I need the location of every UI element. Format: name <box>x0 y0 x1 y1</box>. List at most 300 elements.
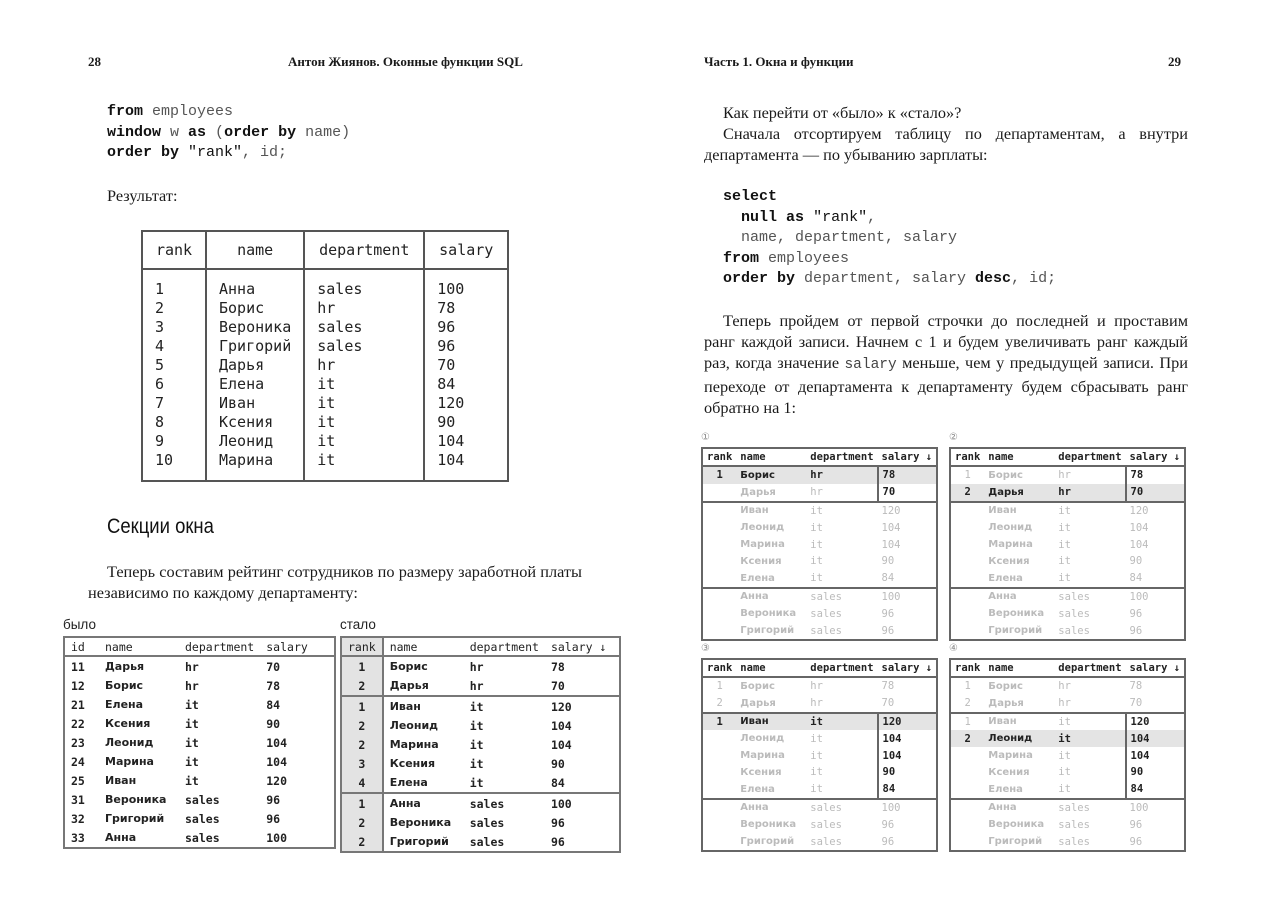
department-cell: it <box>810 766 823 779</box>
rank-cell <box>950 536 984 553</box>
table-cell: 6 <box>142 375 206 394</box>
department-cell: hr <box>806 466 877 484</box>
salary-cell: 120 <box>1126 502 1186 520</box>
department-cell: it <box>1054 502 1125 520</box>
column-header: name <box>99 637 179 656</box>
table-cell: 2 <box>341 813 383 832</box>
table-cell: 104 <box>266 754 288 769</box>
table-cell: Вероника <box>389 816 452 829</box>
rank-cell <box>702 502 736 520</box>
sql-code-block <box>723 187 1056 290</box>
name-cell: Елена <box>988 572 1023 584</box>
name-cell: Борис <box>988 469 1023 481</box>
name-cell: Анна <box>736 588 806 606</box>
running-head: Антон Жиянов. Оконные функции SQL <box>288 54 523 69</box>
step-number: ④ <box>949 643 958 654</box>
table-row <box>702 519 937 536</box>
department-cell: hr <box>810 697 823 710</box>
code-line <box>723 228 1056 249</box>
table-row <box>64 676 335 695</box>
department-cell: it <box>806 713 877 731</box>
department-cell: hr <box>1058 697 1071 710</box>
rank-step-table <box>949 658 1186 852</box>
rank-cell <box>950 781 984 799</box>
table-cell: 100 <box>266 830 288 845</box>
rank-cell <box>702 764 736 781</box>
section-paragraph: Теперь составим рейтинг сотрудников по размеру заработной платы независимо по каждому департаменту: <box>88 562 582 602</box>
salary-cell: 78 <box>1126 466 1186 484</box>
column-header: name <box>736 659 806 677</box>
table-cell: hr <box>469 678 484 693</box>
sql-token <box>804 209 813 226</box>
table-cell: it <box>185 735 199 750</box>
table-row <box>702 713 937 731</box>
name-cell: Вероника <box>740 608 797 620</box>
table-cell: 96 <box>424 318 508 337</box>
salary-cell: 84 <box>1129 572 1143 585</box>
table-row <box>142 318 508 337</box>
table-cell: 104 <box>266 735 288 750</box>
table-row <box>142 413 508 432</box>
column-header: department <box>179 637 260 656</box>
name-cell: Марина <box>740 750 785 762</box>
table-row <box>950 781 1185 799</box>
table-row <box>950 570 1185 588</box>
name-cell: Елена <box>988 783 1023 795</box>
name-cell: Иван <box>984 502 1054 520</box>
rank-cell <box>950 519 984 536</box>
table-cell: 7 <box>142 394 206 413</box>
name-cell: Григорий <box>988 836 1043 848</box>
rank-cell <box>950 553 984 570</box>
table-row <box>702 781 937 799</box>
department-cell: it <box>1058 766 1071 779</box>
table-row <box>341 676 620 696</box>
table-cell: Марина <box>389 738 439 751</box>
rank-cell <box>702 553 736 570</box>
table-cell: it <box>469 756 484 771</box>
sql-token <box>777 209 786 226</box>
table-row <box>341 754 620 773</box>
rank-cell <box>702 605 736 622</box>
sql-token: "rank" <box>813 208 868 226</box>
department-cell: it <box>810 521 823 534</box>
name-cell: Елена <box>740 572 775 584</box>
department-cell: sales <box>1058 835 1090 848</box>
sql-token: department, salary <box>795 270 976 287</box>
sql-keyword: order by <box>723 270 796 287</box>
sql-keyword: as <box>786 208 805 226</box>
table-row <box>64 790 335 809</box>
column-header: rank <box>950 448 984 466</box>
rank-cell: 1 <box>702 466 736 484</box>
header-row <box>950 448 1185 466</box>
rank-step-table <box>701 447 938 641</box>
salary-cell: 100 <box>878 588 938 606</box>
code-line <box>723 269 1056 290</box>
salary-cell: 120 <box>1126 713 1186 731</box>
table-row <box>702 833 937 851</box>
name-cell: Елена <box>740 783 775 795</box>
table-cell: Елена <box>105 698 144 711</box>
table-cell: Вероника <box>105 793 167 806</box>
table-row <box>142 356 508 375</box>
department-cell: sales <box>806 799 877 817</box>
code-line <box>107 143 350 164</box>
salary-cell: 104 <box>881 521 901 534</box>
table-row <box>950 677 1185 695</box>
salary-cell: 104 <box>1126 747 1186 764</box>
inline-code: salary <box>844 357 897 373</box>
table-cell: hr <box>469 659 484 674</box>
table-cell: it <box>185 773 199 788</box>
table-cell: 1 <box>341 696 383 716</box>
salary-cell: 96 <box>1129 835 1143 848</box>
name-cell: Дарья <box>740 697 776 709</box>
department-cell: hr <box>1054 484 1125 502</box>
department-cell: it <box>810 555 823 568</box>
table-cell: 1 <box>142 269 206 299</box>
table-cell: Борис <box>105 679 144 692</box>
table-cell: Иван <box>383 696 464 716</box>
table-cell: 32 <box>71 811 85 826</box>
table-cell: Елена <box>206 375 304 394</box>
step-number: ① <box>701 432 710 443</box>
table-cell: sales <box>469 834 505 849</box>
sql-keyword: from <box>107 103 144 120</box>
table-cell: Анна <box>206 269 304 299</box>
table-cell: 96 <box>550 834 565 849</box>
rank-cell: 1 <box>716 680 723 693</box>
table-cell: 84 <box>424 375 508 394</box>
table-cell: it <box>304 413 424 432</box>
column-header: rank <box>702 448 736 466</box>
table-row <box>950 484 1185 502</box>
table-cell: 33 <box>71 830 85 845</box>
column-header: salary <box>424 231 508 269</box>
table-cell: 104 <box>424 432 508 451</box>
name-cell: Иван <box>984 713 1054 731</box>
salary-cell: 84 <box>881 572 895 585</box>
rank-cell <box>702 588 736 606</box>
salary-cell: 90 <box>1129 555 1143 568</box>
name-cell: Григорий <box>740 625 795 637</box>
department-cell: hr <box>1058 469 1071 482</box>
step-number: ② <box>949 432 958 443</box>
column-header: name <box>984 448 1054 466</box>
rank-cell: 2 <box>950 730 984 747</box>
rank-cell <box>702 484 736 502</box>
table-row <box>341 773 620 793</box>
table-cell: 120 <box>266 773 288 788</box>
table-cell: 2 <box>142 299 206 318</box>
table-row <box>702 484 937 502</box>
name-cell: Дарья <box>984 484 1054 502</box>
salary-cell: 90 <box>1126 764 1186 781</box>
column-header: name <box>206 231 304 269</box>
salary-cell: 104 <box>878 747 938 764</box>
table-cell: Борис <box>389 660 428 673</box>
after-table <box>340 636 621 853</box>
table-cell: 25 <box>71 773 85 788</box>
table-cell: 21 <box>71 697 85 712</box>
column-header: name <box>736 448 806 466</box>
rank-cell <box>702 536 736 553</box>
department-cell: it <box>1058 783 1071 796</box>
table-row <box>64 752 335 771</box>
department-cell: it <box>810 732 823 745</box>
table-row <box>950 833 1185 851</box>
table-row <box>142 394 508 413</box>
table-cell: 78 <box>266 678 281 693</box>
department-cell: it <box>1058 521 1071 534</box>
table-cell: sales <box>185 830 220 845</box>
table-row <box>142 299 508 318</box>
table-row <box>702 536 937 553</box>
table-cell: 2 <box>341 832 383 852</box>
column-header: department <box>464 637 545 656</box>
name-cell: Анна <box>736 799 806 817</box>
column-header: rank <box>142 231 206 269</box>
table-cell: 78 <box>550 659 565 674</box>
table-row <box>702 553 937 570</box>
table-cell: 10 <box>142 451 206 481</box>
name-cell: Леонид <box>988 522 1033 534</box>
name-cell: Леонид <box>740 733 785 745</box>
column-header: salary ↓ <box>545 637 620 656</box>
column-header: department <box>806 659 877 677</box>
column-header: salary ↓ <box>878 448 938 466</box>
table-cell: 4 <box>341 773 383 793</box>
table-cell: 96 <box>424 337 508 356</box>
table-row <box>950 553 1185 570</box>
sql-keyword: from <box>723 249 760 267</box>
salary-cell: 104 <box>1129 538 1149 551</box>
table-cell: 70 <box>550 678 565 693</box>
salary-cell: 104 <box>1129 521 1149 534</box>
table-cell: Анна <box>383 793 464 813</box>
table-row <box>702 570 937 588</box>
table-row <box>702 730 937 747</box>
table-row <box>341 735 620 754</box>
department-cell: hr <box>810 486 823 499</box>
table-row <box>142 337 508 356</box>
table-cell: Дарья <box>105 660 145 673</box>
table-row <box>702 677 937 695</box>
department-cell: hr <box>810 680 823 693</box>
rank-cell: 2 <box>950 484 984 502</box>
table-row <box>64 714 335 733</box>
table-cell: hr <box>185 678 199 693</box>
table-row <box>64 733 335 752</box>
column-header: rank <box>702 659 736 677</box>
rank-cell <box>950 502 984 520</box>
sql-keyword: null <box>723 208 778 226</box>
name-cell: Анна <box>984 799 1054 817</box>
table-cell: it <box>185 716 199 731</box>
table-cell: 11 <box>71 659 85 674</box>
rank-cell <box>950 816 984 833</box>
table-row <box>950 695 1185 713</box>
name-cell: Иван <box>736 713 806 731</box>
table-row <box>950 605 1185 622</box>
salary-cell: 100 <box>1126 799 1186 817</box>
table-row <box>341 656 620 676</box>
column-header: department <box>1054 659 1125 677</box>
table-cell: it <box>185 697 199 712</box>
salary-cell: 70 <box>1126 484 1186 502</box>
sql-token: name, department, salary <box>723 229 958 246</box>
sql-code-block <box>107 102 350 164</box>
rank-cell <box>950 570 984 588</box>
table-cell: Леонид <box>206 432 304 451</box>
table-row <box>950 519 1185 536</box>
name-cell: Ксения <box>988 766 1030 778</box>
table-cell: it <box>185 754 199 769</box>
salary-cell: 100 <box>878 799 938 817</box>
sql-keyword: select <box>723 188 778 205</box>
table-cell: 100 <box>424 269 508 299</box>
name-cell: Дарья <box>988 697 1024 709</box>
name-cell: Вероника <box>988 608 1045 620</box>
table-cell: 2 <box>341 676 383 696</box>
name-cell: Леонид <box>740 522 785 534</box>
salary-cell: 96 <box>881 818 895 831</box>
table-cell: 90 <box>550 756 565 771</box>
table-row <box>341 696 620 716</box>
explanation-paragraph <box>704 310 1188 418</box>
salary-cell: 96 <box>881 607 895 620</box>
table-cell: Вероника <box>206 318 304 337</box>
code-line <box>107 102 350 123</box>
department-cell: sales <box>1054 799 1125 817</box>
sql-keyword: order by <box>107 144 180 161</box>
name-cell: Григорий <box>740 836 795 848</box>
rank-cell: 2 <box>716 697 723 710</box>
salary-cell: 96 <box>1129 607 1143 620</box>
department-cell: sales <box>1058 607 1090 620</box>
table-cell: it <box>304 375 424 394</box>
column-header: salary ↓ <box>878 659 938 677</box>
table-cell: it <box>469 775 484 790</box>
table-cell: 12 <box>71 678 85 693</box>
result-label: Результат: <box>107 186 178 205</box>
table-cell: it <box>469 718 484 733</box>
sql-keyword: order by <box>224 123 297 141</box>
table-cell: 78 <box>424 299 508 318</box>
table-row <box>341 716 620 735</box>
sql-keyword: window <box>107 123 162 141</box>
code-line <box>723 208 1056 229</box>
rank-cell <box>950 622 984 640</box>
table-row <box>950 536 1185 553</box>
rank-cell: 1 <box>964 680 971 693</box>
table-row <box>702 764 937 781</box>
rank-step-table <box>701 658 938 852</box>
table-cell: Марина <box>206 451 304 481</box>
before-label: было <box>63 617 96 632</box>
table-row <box>950 622 1185 640</box>
column-header: id <box>64 637 99 656</box>
department-cell: sales <box>810 818 842 831</box>
table-cell: Елена <box>389 776 428 789</box>
table-cell: 2 <box>341 716 383 735</box>
department-cell: it <box>1058 749 1071 762</box>
rank-cell <box>702 747 736 764</box>
salary-cell: 96 <box>881 624 895 637</box>
intro-line-2: Сначала отсортируем таблицу по департаментам, а внутри департамента — по убыванию зарплаты: <box>704 124 1188 164</box>
table-row <box>142 375 508 394</box>
rank-cell <box>950 588 984 606</box>
salary-cell: 96 <box>881 835 895 848</box>
rank-cell <box>702 799 736 817</box>
salary-cell: 70 <box>1129 697 1143 710</box>
salary-cell: 104 <box>1126 730 1186 747</box>
header-row <box>702 448 937 466</box>
table-row <box>341 832 620 852</box>
paragraph-text: меньше, чем у предыдущей записи. При переходе от департамента к департаменту будем сбрасывать ранг обратно на 1: <box>704 353 1188 417</box>
name-cell: Дарья <box>740 486 776 498</box>
sql-token: , id; <box>1011 270 1057 287</box>
table-row <box>64 695 335 714</box>
salary-cell: 78 <box>878 466 938 484</box>
name-cell: Борис <box>988 680 1023 692</box>
rank-cell <box>950 764 984 781</box>
table-row <box>64 809 335 828</box>
table-cell: 90 <box>266 716 281 731</box>
department-cell: it <box>810 572 823 585</box>
before-table <box>63 636 336 849</box>
column-header: name <box>383 637 464 656</box>
table-row <box>142 451 508 481</box>
table-row <box>950 816 1185 833</box>
table-cell: 3 <box>341 754 383 773</box>
table-row <box>950 764 1185 781</box>
salary-cell: 104 <box>881 538 901 551</box>
rank-cell: 1 <box>964 469 971 482</box>
code-line <box>107 123 350 144</box>
salary-cell: 70 <box>881 697 895 710</box>
rank-cell <box>950 799 984 817</box>
salary-cell: 84 <box>1126 781 1186 799</box>
name-cell: Вероника <box>740 819 797 831</box>
result-table <box>141 230 509 482</box>
table-row <box>341 793 620 813</box>
name-cell: Анна <box>984 588 1054 606</box>
step-number: ③ <box>701 643 710 654</box>
department-cell: it <box>1054 713 1125 731</box>
table-cell: 70 <box>266 659 281 674</box>
table-cell: Ксения <box>206 413 304 432</box>
column-header: salary ↓ <box>1126 448 1186 466</box>
salary-cell: 78 <box>881 680 895 693</box>
sql-token: , id; <box>242 144 288 161</box>
rank-cell <box>702 519 736 536</box>
salary-cell: 96 <box>1129 624 1143 637</box>
table-cell: Ксения <box>105 717 151 730</box>
rank-cell <box>702 570 736 588</box>
header-row <box>950 659 1185 677</box>
table-cell: 100 <box>545 793 620 813</box>
salary-cell: 78 <box>1129 680 1143 693</box>
department-cell: sales <box>1058 624 1090 637</box>
page-number: 29 <box>1168 54 1181 69</box>
paragraph-text: Теперь пройдем от первой строчки до последней и проставим ранг каждой записи. Начнем с 1 и будем увеличивать ранг каждый раз, когда значение <box>704 311 1188 372</box>
rank-cell <box>950 747 984 764</box>
table-row <box>950 588 1185 606</box>
sql-keyword: desc <box>975 270 1012 287</box>
salary-cell: 90 <box>881 555 895 568</box>
